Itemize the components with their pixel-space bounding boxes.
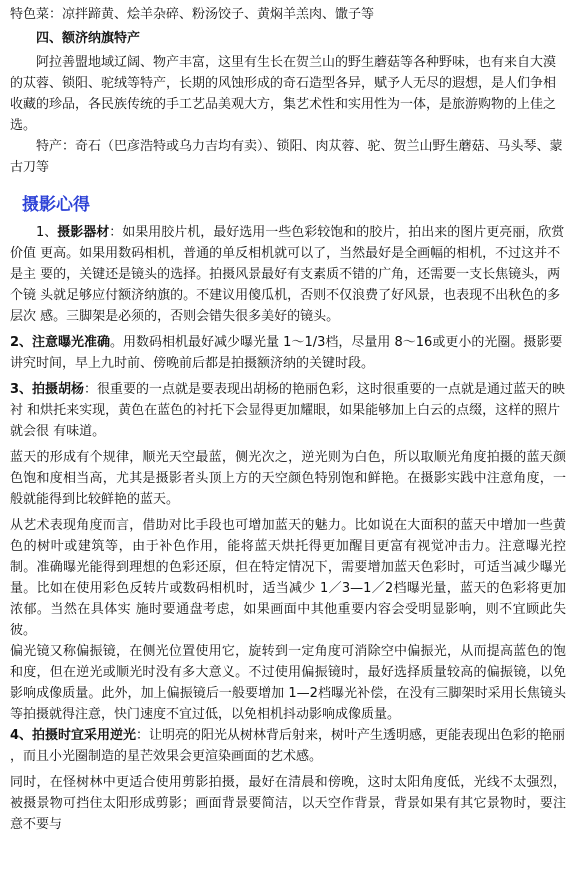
specialties-paragraph: 阿拉善盟地域辽阔、物产丰富，这里有生长在贺兰山的野生蘑菇等各种野味，也有来自大漠的苁蓉、锁阳、驼绒等特产，长期的风蚀形成的奇石造型各异，赋予人无尽的遐想，是人们争相收藏的珍品，各民族传统的手工艺品美观大方，集艺术性和实用性为一体，是旅游购物的上佳之选。 <box>10 55 557 133</box>
tip-equipment-heading: 摄影器材 <box>57 225 110 240</box>
tip-equipment-text: ：如果用胶片机，最好选用一些色彩较饱和的胶片，拍出来的图片更亮丽，欣赏价值 更高。如果用数码相机，普通的单反相机就可以了，当然最好是全画幅的相机，不过这并不是主 要的，关键还是镜头的选择。拍摄风景最好有支素质不错的广角，还需要一支长焦镜头，两个镜 头就足够应付额济纳旗的。不建议用傻瓜机，否则不仅浪费了好风景，也表现不出秋色的多层次 感。三脚架是必须的，否则会错失很多美好的镜头。 <box>10 225 565 324</box>
tip-exposure-heading: 2、注意曝光准确 <box>10 335 111 350</box>
tip-poplar-text: ：很重要的一点就是要表现出胡杨的艳丽色彩，这时很重要的一点就是通过蓝天的映衬 和烘托来实现，黄色在蓝色的衬托下会显得更加耀眼，如果能够加上白云的点缀，这样的照片就会很 有味道。 <box>10 382 566 439</box>
tip-exposure <box>10 332 566 374</box>
tip-equipment <box>10 222 566 327</box>
specialties-list: 特产：奇石（巴彦浩特或乌力吉均有卖）、锁阳、肉苁蓉、驼、贺兰山野生蘑菇、马头琴、蒙古刀等 <box>10 139 563 175</box>
photography-tips-title: 摄影心得 <box>22 195 90 215</box>
tip-backlight <box>10 725 566 767</box>
tip-backlight-text: ：让明亮的阳光从树林背后射来，树叶产生透明感，更能表现出色彩的艳丽 ，而且小光圈制造的星芒效果会更渲染画面的艺术感。 <box>10 728 566 764</box>
tip-number: 1、 <box>36 225 58 240</box>
specialty-dishes: 特色菜：凉拌蹄黄、烩羊杂碎、粉汤饺子、黄焖羊羔肉、馓子等 <box>10 7 375 22</box>
tip-poplar <box>10 379 566 442</box>
silhouette-paragraph: 同时，在怪树林中更适合使用剪影拍摄，最好在清晨和傍晚，这时太阳角度低，光线不太强烈，被摄景物可挡住太阳形成剪影；画面背景要简洁，以天空作背景，背景如果有其它景物时，要注意不要与 <box>10 775 566 832</box>
tip-exposure-text: 。用数码相机最好减少曝光量 1～1/3档，尽量用 8～16或更小的光圈。摄影要讲究时间，早上九时前、傍晚前后都是拍摄额济纳的关键时段。 <box>10 335 563 371</box>
blue-sky-paragraph: 蓝天的形成有个规律，顺光天空最蓝，侧光次之，逆光则为白色，所以取顺光角度拍摄的蓝天颜色饱和度相当高，尤其是摄影者头顶上方的天空颜色特别饱和鲜艳。在摄影实践中注意角度，一般就能得到比较鲜艳的蓝天。 <box>10 450 566 507</box>
polarizer-paragraph: 偏光镜又称偏振镜，在侧光位置使用它，旋转到一定角度可消除空中偏振光，从而提高蓝色的饱和度，但在逆光或顺光时没有多大意义。不过使用偏振镜时，最好选择质量较高的偏振镜，以免影响成像质量。此外，加上偏振镜后一般要增加 1—2档曝光补偿，在没有三脚架时采用长焦镜头等拍摄就得注意，快门速度不宜过低，以免相机抖动影响成像质量。 <box>10 644 566 722</box>
contrast-paragraph: 从艺术表现角度而言，借助对比手段也可增加蓝天的魅力。比如说在大面积的蓝天中增加一些黄色的树叶或建筑等，由于补色作用，能将蓝天烘托得更加醒目更富有视觉冲击力。注意曝光控制。准确曝光能得到理想的色彩还原，但在特定情况下，需要增加蓝天色彩时，可适当减少曝光量。比如在使用彩色反转片或数码相机时，适当减少 1／3—1／2档曝光量，蓝天的色彩将更加浓郁。当然在具体实 施时要通盘考虑，如果画面中其他重要内容会受明显影响，则不宜顾此失彼。 <box>10 518 566 638</box>
tip-poplar-heading: 3、拍摄胡杨 <box>10 382 85 397</box>
section-heading-specialties: 四、额济纳旗特产 <box>36 31 141 46</box>
tip-backlight-heading: 4、拍摄时宜采用逆光 <box>10 728 137 743</box>
